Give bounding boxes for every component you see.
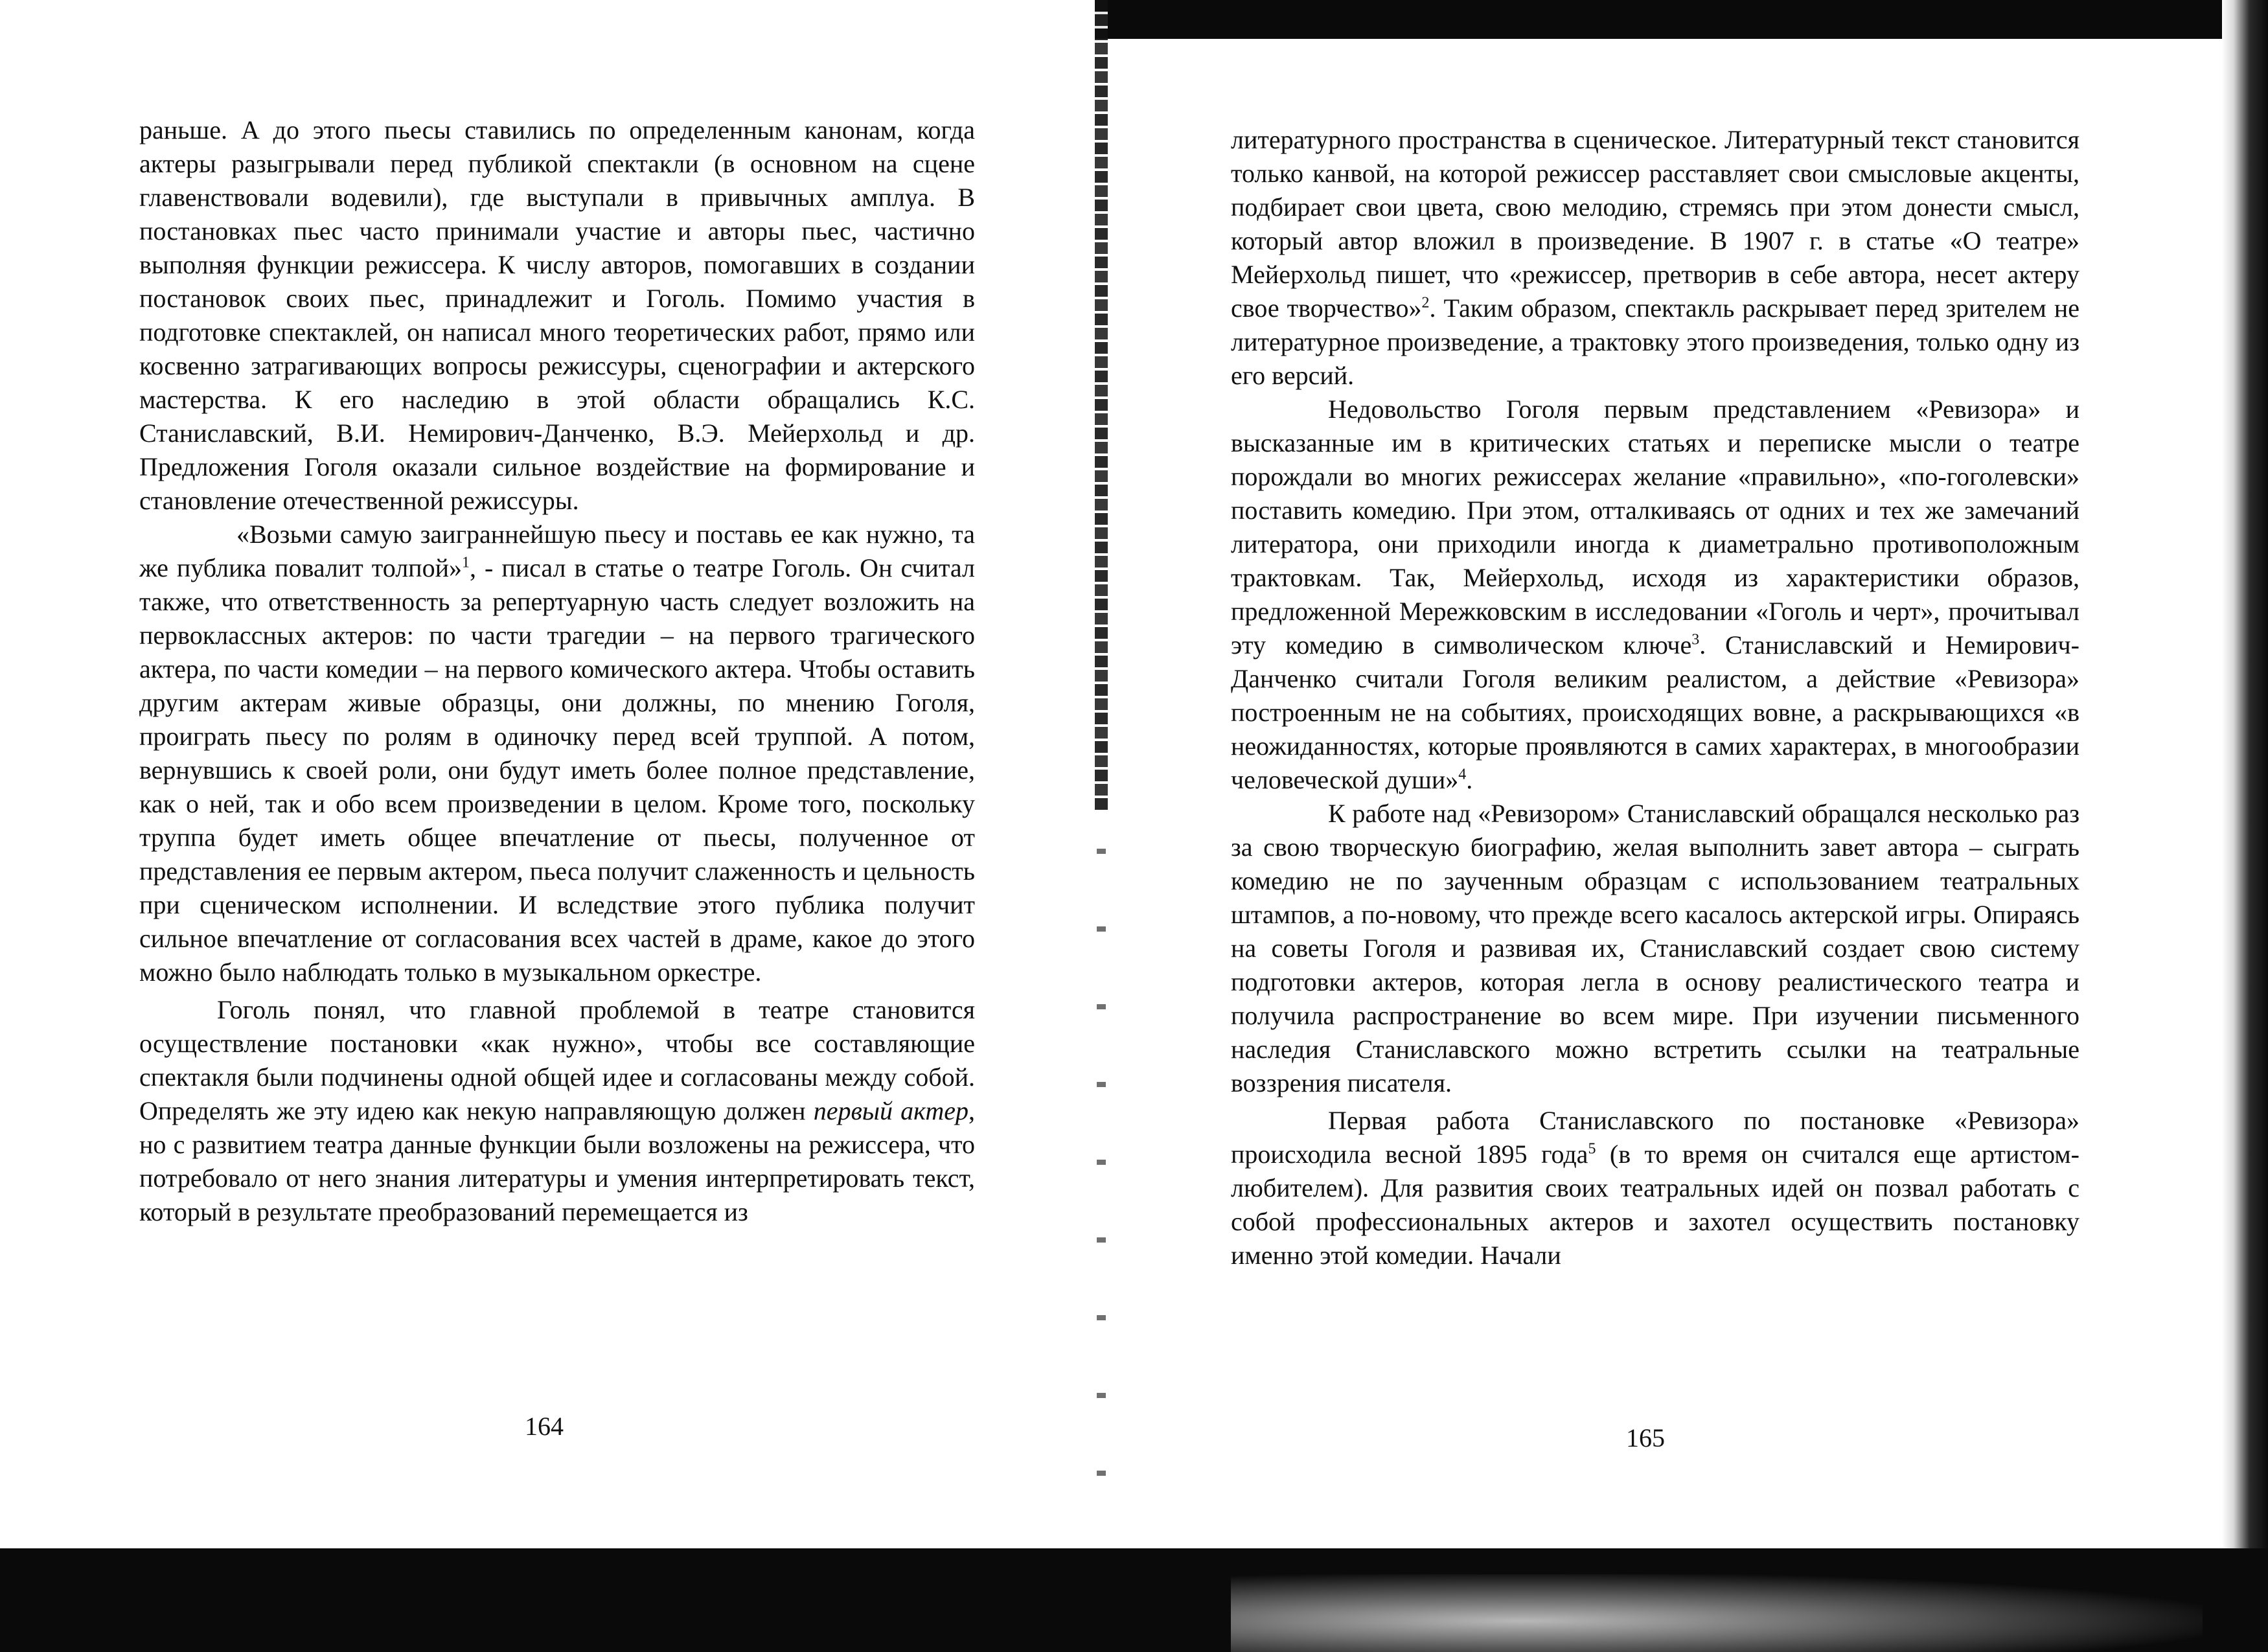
scan-right-edge — [2222, 0, 2268, 1652]
page-number-left: 164 — [525, 1412, 564, 1441]
scan-glare — [1231, 1574, 2203, 1652]
text-fragment: «Возьми самую заиграннейшую пьесу и поставь ее как нужно, та же публика повалит толпой» — [139, 520, 975, 582]
right-paragraph-1 — [1231, 123, 2079, 393]
scan-top-border — [1095, 0, 2268, 39]
right-paragraph-3: К работе над «Ревизором» Станиславский обращался несколько раз за свою творческую биографию, желая выполнить завет автора – сыграть комедию не по заученным образцам с использованием театральных штампов, а по-новому, что прежде всего касалось актерской игры. Опираясь на советы Гоголя и развивая их, Станиславский создает свою систему подготовки актеров, которая легла в основу реалистического театра и получила распространение во всем мире. При изучении письменного наследия Станиславского можно встретить ссылки на театральные воззрения писателя. — [1231, 799, 2079, 1097]
right-paragraph-2 — [1231, 393, 2079, 797]
text-fragment: . Станиславский и Немирович-Данченко считали Гоголя великим реалистом, а действие «Ревизора» построенным не на событиях, происходящих вовне, а раскрывающихся «в неожиданностях, которые проявляются в самих характерах, в многообразии человеческой души» — [1231, 630, 2079, 794]
text-fragment: , - писал в статье о театре Гоголь. Он считал также, что ответственность за репертуарную часть следует возложить на первоклассных актеров: по части трагедии – на первого трагического актера, по части комедии – на первого комического актера. Чтобы оставить другим актерам живые образцы, они должны, по мнению Гоголя, проиграть пьесу по ролям в одиночку перед всей труппой. А потом, вернувшись к своей роли, они будут иметь более полное представление, как о ней, так и обо всем произведении в целом. Кроме того, поскольку труппа будет иметь общее впечатление от пьесы, полученное от представления ее первым актером, пьеса получит слаженность и цельность при сценическом исполнении. И вследствие этого публика получит сильное впечатление от согласования всех частей в драме, какое до этого можно было наблюдать только в музыкальном оркестре. — [139, 553, 975, 987]
right-paragraph-4 — [1231, 1104, 2079, 1272]
left-page — [139, 113, 975, 1229]
footnote-marker: 5 — [1588, 1140, 1596, 1158]
footnote-marker: 3 — [1691, 631, 1700, 648]
scan-bottom-border — [0, 1548, 2268, 1652]
text-fragment: Гоголь понял, что главной проблемой в театре становится осуществление постановки «как нужно», чтобы все составляющие спектакля были подчинены одной общей идее и согласованы между собой. Определять же эту идею как некую направляющую должен — [139, 995, 975, 1125]
italic-phrase: первый актер — [813, 1096, 968, 1125]
text-fragment: , но с развитием театра данные функции были возложены на режиссера, что потребовало от него знания литературы и умения интерпретировать текст, который в результате преобразований перемещается из — [139, 1096, 975, 1226]
footnote-marker: 2 — [1421, 294, 1430, 312]
gutter-specks — [1097, 810, 1106, 1555]
text-fragment: Недовольство Гоголя первым представлением «Ревизора» и высказанные им в критических статьях и переписке мысли о театре порождали во многих режиссерах желание «правильно», «по-гоголевски» поставить комедию. При этом, отталкиваясь от одних и тех же замечаний литератора, они приходили иногда к диаметрально противоположным трактовкам. Так, Мейерхольд, исходя из характеристики образов, предложенной Мережковским в исследовании «Гоголь и черт», прочитывал эту комедию в символическом ключе — [1231, 395, 2079, 660]
text-fragment: . Таким образом, спектакль раскрывает перед зрителем не литературное произведение, а трактовку этого произведения, только одну из его версий. — [1231, 293, 2080, 390]
text-fragment: . — [1466, 765, 1473, 794]
left-paragraph-1: раньше. А до этого пьесы ставились по определенным канонам, когда актеры разыгрывали перед публикой спектакли (в основном на сцене главенствовали водевили), где выступали в привычных амплуа. В постановках пьес часто принимали участие и авторы пьес, частично выполняя функции режиссера. К числу авторов, помогавших в создании постановок своих пьес, принадлежит и Гоголь. Помимо участия в подготовке спектаклей, он написал много теоретических работ, прямо или косвенно затрагивающих вопросы режиссуры, сценографии и актерского мастерства. К его наследию в этой области обращались К.С. Станиславский, В.И. Немирович-Данченко, В.Э. Мейерхольд и др. Предложения Гоголя оказали сильное воздействие на формирование и становление отечественной режиссуры. — [139, 115, 975, 515]
left-paragraph-3 — [139, 993, 975, 1229]
page-number-right: 165 — [1626, 1423, 1665, 1452]
right-page — [1231, 123, 2079, 1272]
footnote-marker: 1 — [462, 554, 470, 571]
text-fragment: Первая работа Станиславского по постановке «Ревизора» происходила весной 1895 года — [1231, 1106, 2079, 1169]
text-fragment: литературного пространства в сценическое. Литературный текст становится только канвой, на которой режиссер расставляет свои смысловые акценты, подбирает свои цвета, свою мелодию, стремясь при этом донести смысл, который автор вложил в произведение. В 1907 г. в статье «О театре» Мейерхольд пишет, что «режиссер, претворив в себе автора, несет актеру свое творчество» — [1231, 125, 2079, 323]
footnote-marker: 4 — [1458, 766, 1467, 783]
book-gutter-shadow — [1095, 0, 1108, 810]
left-paragraph-2 — [139, 518, 975, 989]
text-fragment: (в то время он считался еще артистом-любителем). Для развития своих театральных идей он позвал работать с собой профессиональных актеров и захотел осуществить постановку именно этой комедии. Начали — [1231, 1140, 2079, 1270]
